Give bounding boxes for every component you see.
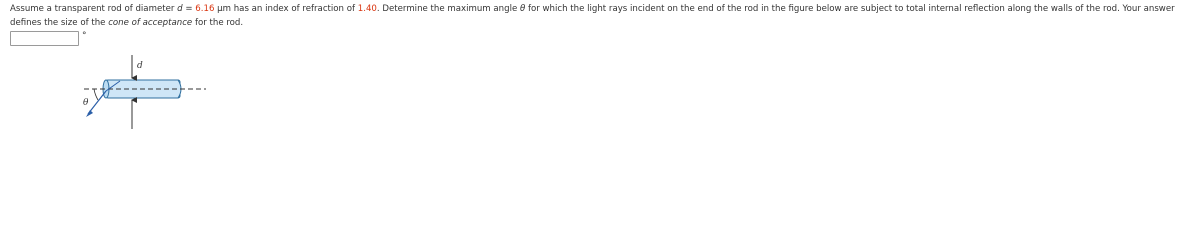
diameter-symbol: d xyxy=(177,4,183,14)
problem-text-4: for the rod. xyxy=(192,17,244,28)
problem-text: Assume a transparent rod of diameter xyxy=(10,4,178,14)
answer-row xyxy=(10,30,87,46)
diameter-label: d xyxy=(137,61,143,71)
incident-ray-arrowhead xyxy=(86,110,93,117)
rod-figure xyxy=(80,53,220,131)
diameter-unit-text: μm has an index of refraction of xyxy=(214,4,358,14)
incident-ray xyxy=(88,91,106,114)
cone-of-acceptance-term: cone of acceptance xyxy=(108,17,193,28)
problem-text-2: . Determine the maximum angle xyxy=(376,4,520,14)
problem-statement xyxy=(10,3,1190,30)
refraction-index-value: 1.40 xyxy=(357,4,377,14)
theta-label: θ xyxy=(83,98,89,108)
theta-arc xyxy=(94,89,98,100)
equals-sign: = xyxy=(182,4,196,14)
problem-text-3: for which the light rays incident on the end of the rod in the figure below are subject to total internal reflection along the walls of the rod. Your answer defines the size of the xyxy=(10,4,1175,28)
degree-unit: ° xyxy=(82,30,87,41)
angle-answer-input[interactable] xyxy=(10,31,79,46)
theta-symbol: θ xyxy=(519,4,526,14)
diameter-value: 6.16 xyxy=(195,4,215,14)
